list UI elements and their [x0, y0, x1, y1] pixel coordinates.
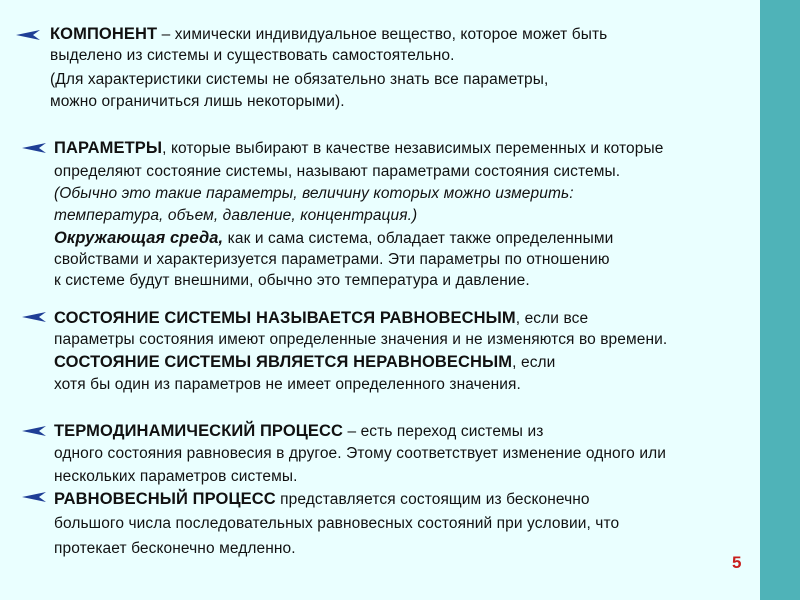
process-definition: – есть переход системы из [343, 423, 544, 440]
parameters-definition: , которые выбирают в качестве независимых переменных и которые [162, 140, 664, 157]
equilibrium-state-line-1 [54, 308, 588, 329]
environment-term: Окружающая среда, [54, 229, 224, 247]
component-definition: – химически индивидуальное вещество, которое может быть [157, 26, 608, 43]
process-line-3: нескольких параметров системы. [54, 468, 298, 485]
arrowhead-bullet-icon [16, 30, 40, 40]
equilibrium-process-line-2: большого числа последовательных равновесных состояний при условии, что [54, 515, 620, 532]
environment-line-1 [54, 228, 613, 249]
page-number: 5 [732, 553, 742, 572]
parameters-example-line-1: (Обычно это такие параметры, величину которых можно измерить: [54, 185, 574, 202]
arrowhead-bullet-icon [22, 426, 46, 436]
equilibrium-process-term: РАВНОВЕСНЫЙ ПРОЦЕСС [54, 490, 276, 508]
equilibrium-state-line-2: параметры состояния имеют определенные значения и не изменяются во времени. [54, 331, 668, 348]
component-term: КОМПОНЕНТ [50, 25, 158, 43]
parameters-term: ПАРАМЕТРЫ [54, 139, 163, 157]
nonequilibrium-state-line-2: хотя бы один из параметров не имеет определенного значения. [54, 376, 521, 393]
nonequilibrium-state-line-1 [54, 352, 555, 373]
arrowhead-bullet-icon [22, 492, 46, 502]
environment-line-2: свойствами и характеризуется параметрами. Эти параметры по отношению [54, 251, 610, 268]
process-line-2: одного состояния равновесия в другое. Этому соответствует изменение одного или [54, 445, 666, 462]
process-line-1 [54, 421, 543, 442]
nonequilibrium-state-term: СОСТОЯНИЕ СИСТЕМЫ ЯВЛЯЕТСЯ НЕРАВНОВЕСНЫМ [54, 353, 513, 371]
parameters-example-line-2: температура, объем, давление, концентрация.) [54, 207, 418, 224]
component-note-line-1: (Для характеристики системы не обязательно знать все параметры, [50, 71, 549, 88]
component-note-line-2: можно ограничиться лишь некоторыми). [50, 93, 345, 110]
nonequilibrium-state-definition: , если [512, 354, 556, 371]
accent-side-band [760, 0, 800, 600]
equilibrium-process-definition: представляется состоящим из бесконечно [275, 491, 590, 508]
parameters-line-2: определяют состояние системы, называют параметрами состояния системы. [54, 163, 621, 180]
equilibrium-state-definition: , если все [515, 310, 589, 327]
arrowhead-bullet-icon [22, 143, 46, 153]
arrowhead-bullet-icon [22, 312, 46, 322]
environment-line-3: к системе будут внешними, обычно это температура и давление. [54, 272, 530, 289]
parameters-line-1 [54, 138, 663, 159]
equilibrium-process-line-1 [54, 489, 590, 510]
equilibrium-state-term: СОСТОЯНИЕ СИСТЕМЫ НАЗЫВАЕТСЯ РАВНОВЕСНЫМ [54, 309, 516, 327]
component-line-2: выделено из системы и существовать самостоятельно. [50, 47, 455, 64]
equilibrium-process-line-3: протекает бесконечно медленно. [54, 540, 296, 557]
component-line-1 [50, 24, 607, 45]
environment-definition: как и сама система, обладает также определенными [223, 230, 614, 247]
process-term: ТЕРМОДИНАМИЧЕСКИЙ ПРОЦЕСС [54, 422, 344, 440]
